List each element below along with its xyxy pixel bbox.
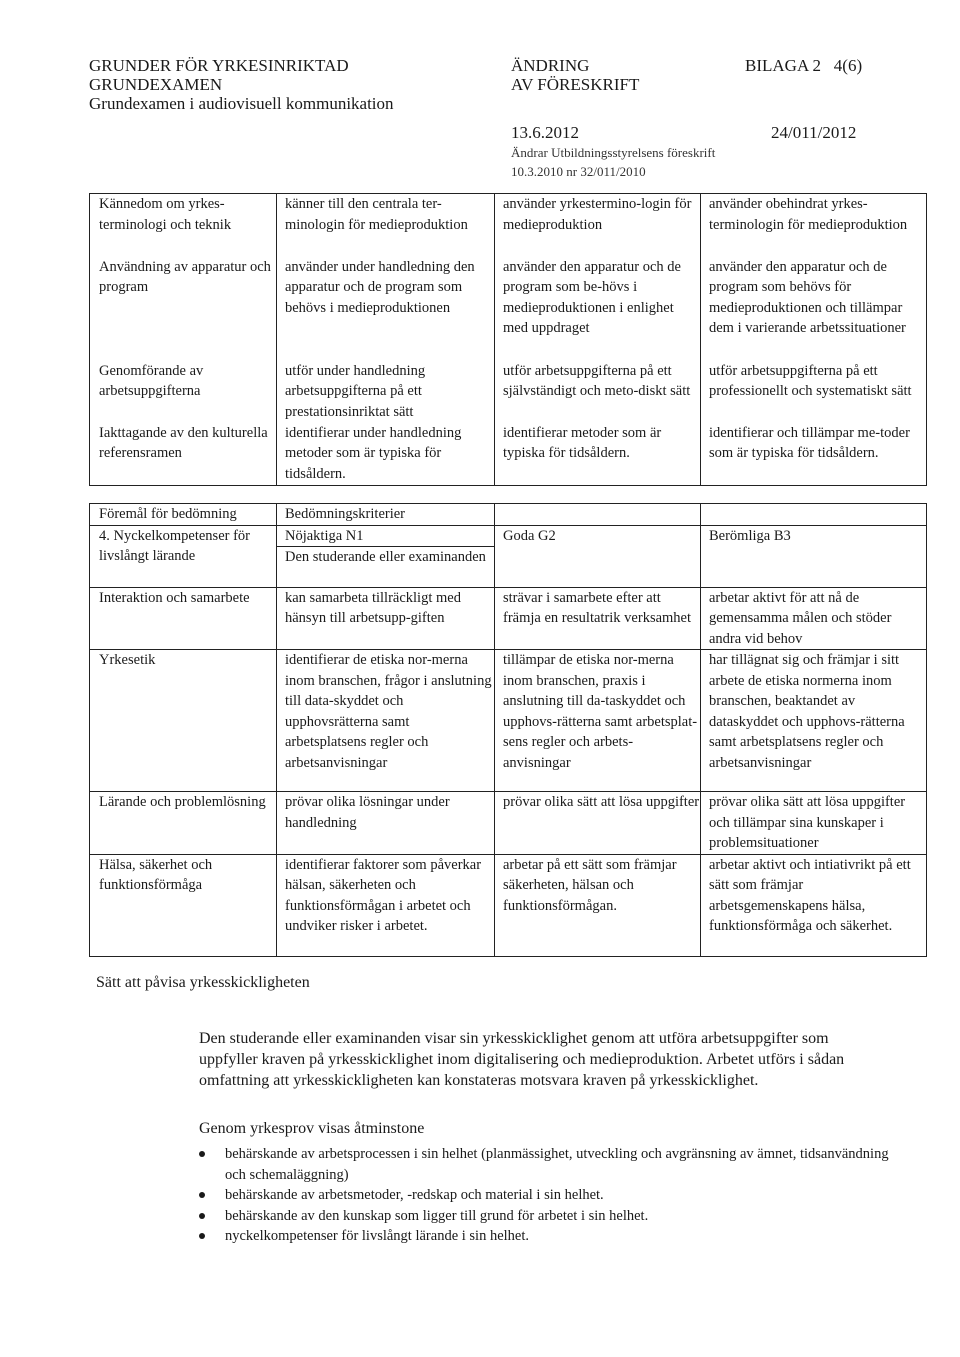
target-cell: Användning av apparatur och program [90, 257, 277, 361]
header-change: ÄNDRING [511, 56, 590, 75]
table-row [90, 257, 927, 361]
g2-cell: använder den apparatur och de program som be-hövs i medieproduktionen i enlighet med uppdraget [495, 257, 701, 361]
page-number: 4(6) [833, 56, 863, 75]
list-item [199, 1185, 889, 1206]
appendix-label: BILAGA 2 [745, 56, 822, 75]
n1-cell: identifierar faktorer som påverkar hälsan, säkerheten och funktionsförmågan i arbetet och undviker risker i arbetet. [277, 854, 495, 956]
g2-cell: arbetar på ett sätt som främjar säkerheten, hälsan och funktionsförmågan. [495, 854, 701, 956]
b3-cell: identifierar och tillämpar me-toder som är typiska för tidsåldern. [701, 423, 927, 486]
table-row [90, 194, 927, 257]
target-cell: Hälsa, säkerhet och funktionsförmåga [90, 854, 277, 956]
header-n1-label: Nöjaktiga N1 [285, 527, 364, 544]
b3-cell: utför arbetsuppgifterna på ett professionellt och systematiskt sätt [701, 361, 927, 423]
table-row [90, 650, 927, 792]
g2-cell: identifierar metoder som är typiska för tidsåldern. [495, 423, 701, 486]
header-title-line2: GRUNDEXAMEN [89, 75, 223, 94]
target-cell: Kännedom om yrkes-terminologi och teknik [90, 194, 277, 257]
header-n1 [277, 525, 495, 587]
b3-cell: arbetar aktivt och intiativrikt på ett sätt som främjar arbetsgemenskapens hälsa, funktionsförmåga och säkerhet. [701, 854, 927, 956]
table-row [90, 854, 927, 956]
n1-cell: prövar olika lösningar under handledning [277, 792, 495, 855]
target-cell: Iakttagande av den kulturella referensramen [90, 423, 277, 486]
table-header-row [90, 525, 927, 587]
header-target: Föremål för bedömning [90, 504, 277, 526]
header-b3: Berömliga B3 [701, 525, 927, 587]
header-empty-cell [495, 504, 701, 526]
header-n1-subject: Den studerande eller examinanden [277, 546, 494, 568]
list-item [199, 1206, 889, 1227]
table-row [90, 361, 927, 423]
g2-cell: strävar i samarbete efter att främja en resultatrik verksamhet [495, 587, 701, 650]
criteria-table-continued [89, 193, 927, 486]
requirements-list [199, 1144, 889, 1247]
list-title: Genom yrkesprov visas åtminstone [199, 1120, 425, 1137]
header-regulation: AV FÖRESKRIFT [511, 75, 640, 94]
bullet-icon [199, 1151, 205, 1157]
g2-cell: prövar olika sätt att lösa uppgifter [495, 792, 701, 855]
list-item-text: behärskande av den kunskap som ligger till grund för arbetet i sin helhet. [225, 1207, 649, 1224]
target-cell: Yrkesetik [90, 650, 277, 792]
proof-paragraph: Den studerande eller examinanden visar sin yrkesskicklighet genom att utföra arbetsuppgifter som uppfyller kraven på yrkesskicklighet inom digitalisering och medieproduktion. Arbetet utförs i sådan omfattning att yrkesskickligheten kan konstateras motsvara kraven på yrkesskicklighet. [199, 1030, 845, 1089]
table-header-row [90, 504, 927, 526]
target-cell: Interaktion och samarbete [90, 587, 277, 650]
header-title-line1: GRUNDER FÖR YRKESINRIKTAD [89, 56, 349, 75]
header-g2: Goda G2 [495, 525, 701, 587]
header-register-number: 24/011/2012 [771, 123, 857, 142]
header-date: 13.6.2012 [511, 123, 579, 142]
b3-cell: använder obehindrat yrkes-terminologin för medieproduktion [701, 194, 927, 257]
header-appendix [745, 56, 862, 75]
header-amends: Ändrar Utbildningsstyrelsens föreskrift [511, 145, 716, 160]
target-cell: Genomförande av arbetsuppgifterna [90, 361, 277, 423]
table-row [90, 792, 927, 855]
header-criteria: Bedömningskriterier [277, 504, 495, 526]
list-item-text: nyckelkompetenser för livslångt lärande i sin helhet. [225, 1228, 530, 1244]
header-left [89, 56, 394, 113]
header-qualification: Grundexamen i audiovisuell kommunikation [89, 94, 394, 113]
header-middle [511, 56, 639, 94]
list-item [199, 1226, 889, 1247]
key-competences-table [89, 503, 927, 957]
header-competences: 4. Nyckelkompetenser för livslångt lärande [90, 525, 277, 587]
list-item-text: behärskande av arbetsmetoder, -redskap och material i sin helhet. [225, 1187, 604, 1203]
b3-cell: använder den apparatur och de program som behövs för medieproduktionen och tillämpar dem i varierande arbetssituationer [701, 257, 927, 361]
b3-cell: har tillägnat sig och främjar i sitt arbete de etiska normerna inom branschen, beaktandet av dataskyddet och upphovs-rätterna samt arbetsplatsens regler och arbetsanvisningar [701, 650, 927, 792]
g2-cell: använder yrkestermino-login för medieproduktion [495, 194, 701, 257]
header-amends-ref: 10.3.2010 nr 32/011/2010 [511, 164, 646, 179]
table-row [90, 587, 927, 650]
table-row [90, 423, 927, 486]
n1-cell: använder under handledning den apparatur och de program som behövs i medieproduktionen [277, 257, 495, 361]
list-item-text: behärskande av arbetsprocessen i sin helhet (planmässighet, utveckling och avgränsning av ämnet, tidsanvändning och schemaläggning) [225, 1146, 889, 1183]
b3-cell: arbetar aktivt för att nå de gemensamma målen och stöder andra vid behov [701, 587, 927, 650]
b3-cell: prövar olika sätt att lösa uppgifter och tillämpar sina kunskaper i problemsituationer [701, 792, 927, 855]
section-title: Sätt att påvisa yrkesskickligheten [96, 974, 310, 991]
n1-cell: utför under handledning arbetsuppgifterna på ett prestationsinriktat sätt [277, 361, 495, 423]
n1-cell: identifierar de etiska nor-merna inom branschen, frågor i anslutning till data-skyddet och upphovsrätterna samt arbetsplatsens regler och arbetsanvisningar [277, 650, 495, 792]
n1-cell: känner till den centrala ter-minologin för medieproduktion [277, 194, 495, 257]
bullet-icon [199, 1233, 205, 1239]
g2-cell: utför arbetsuppgifterna på ett självständigt och meto-diskt sätt [495, 361, 701, 423]
bullet-icon [199, 1213, 205, 1219]
list-item [199, 1144, 889, 1185]
header-empty-cell [701, 504, 927, 526]
bullet-icon [199, 1192, 205, 1198]
n1-cell: kan samarbeta tillräckligt med hänsyn till arbetsupp-giften [277, 587, 495, 650]
g2-cell: tillämpar de etiska nor-merna inom branschen, praxis i anslutning till da-taskyddet och upphovs-rätterna samt arbetsplat-sens regler och arbets-anvisningar [495, 650, 701, 792]
target-cell: Lärande och problemlösning [90, 792, 277, 855]
n1-cell: identifierar under handledning metoder som är typiska för tidsåldern. [277, 423, 495, 486]
